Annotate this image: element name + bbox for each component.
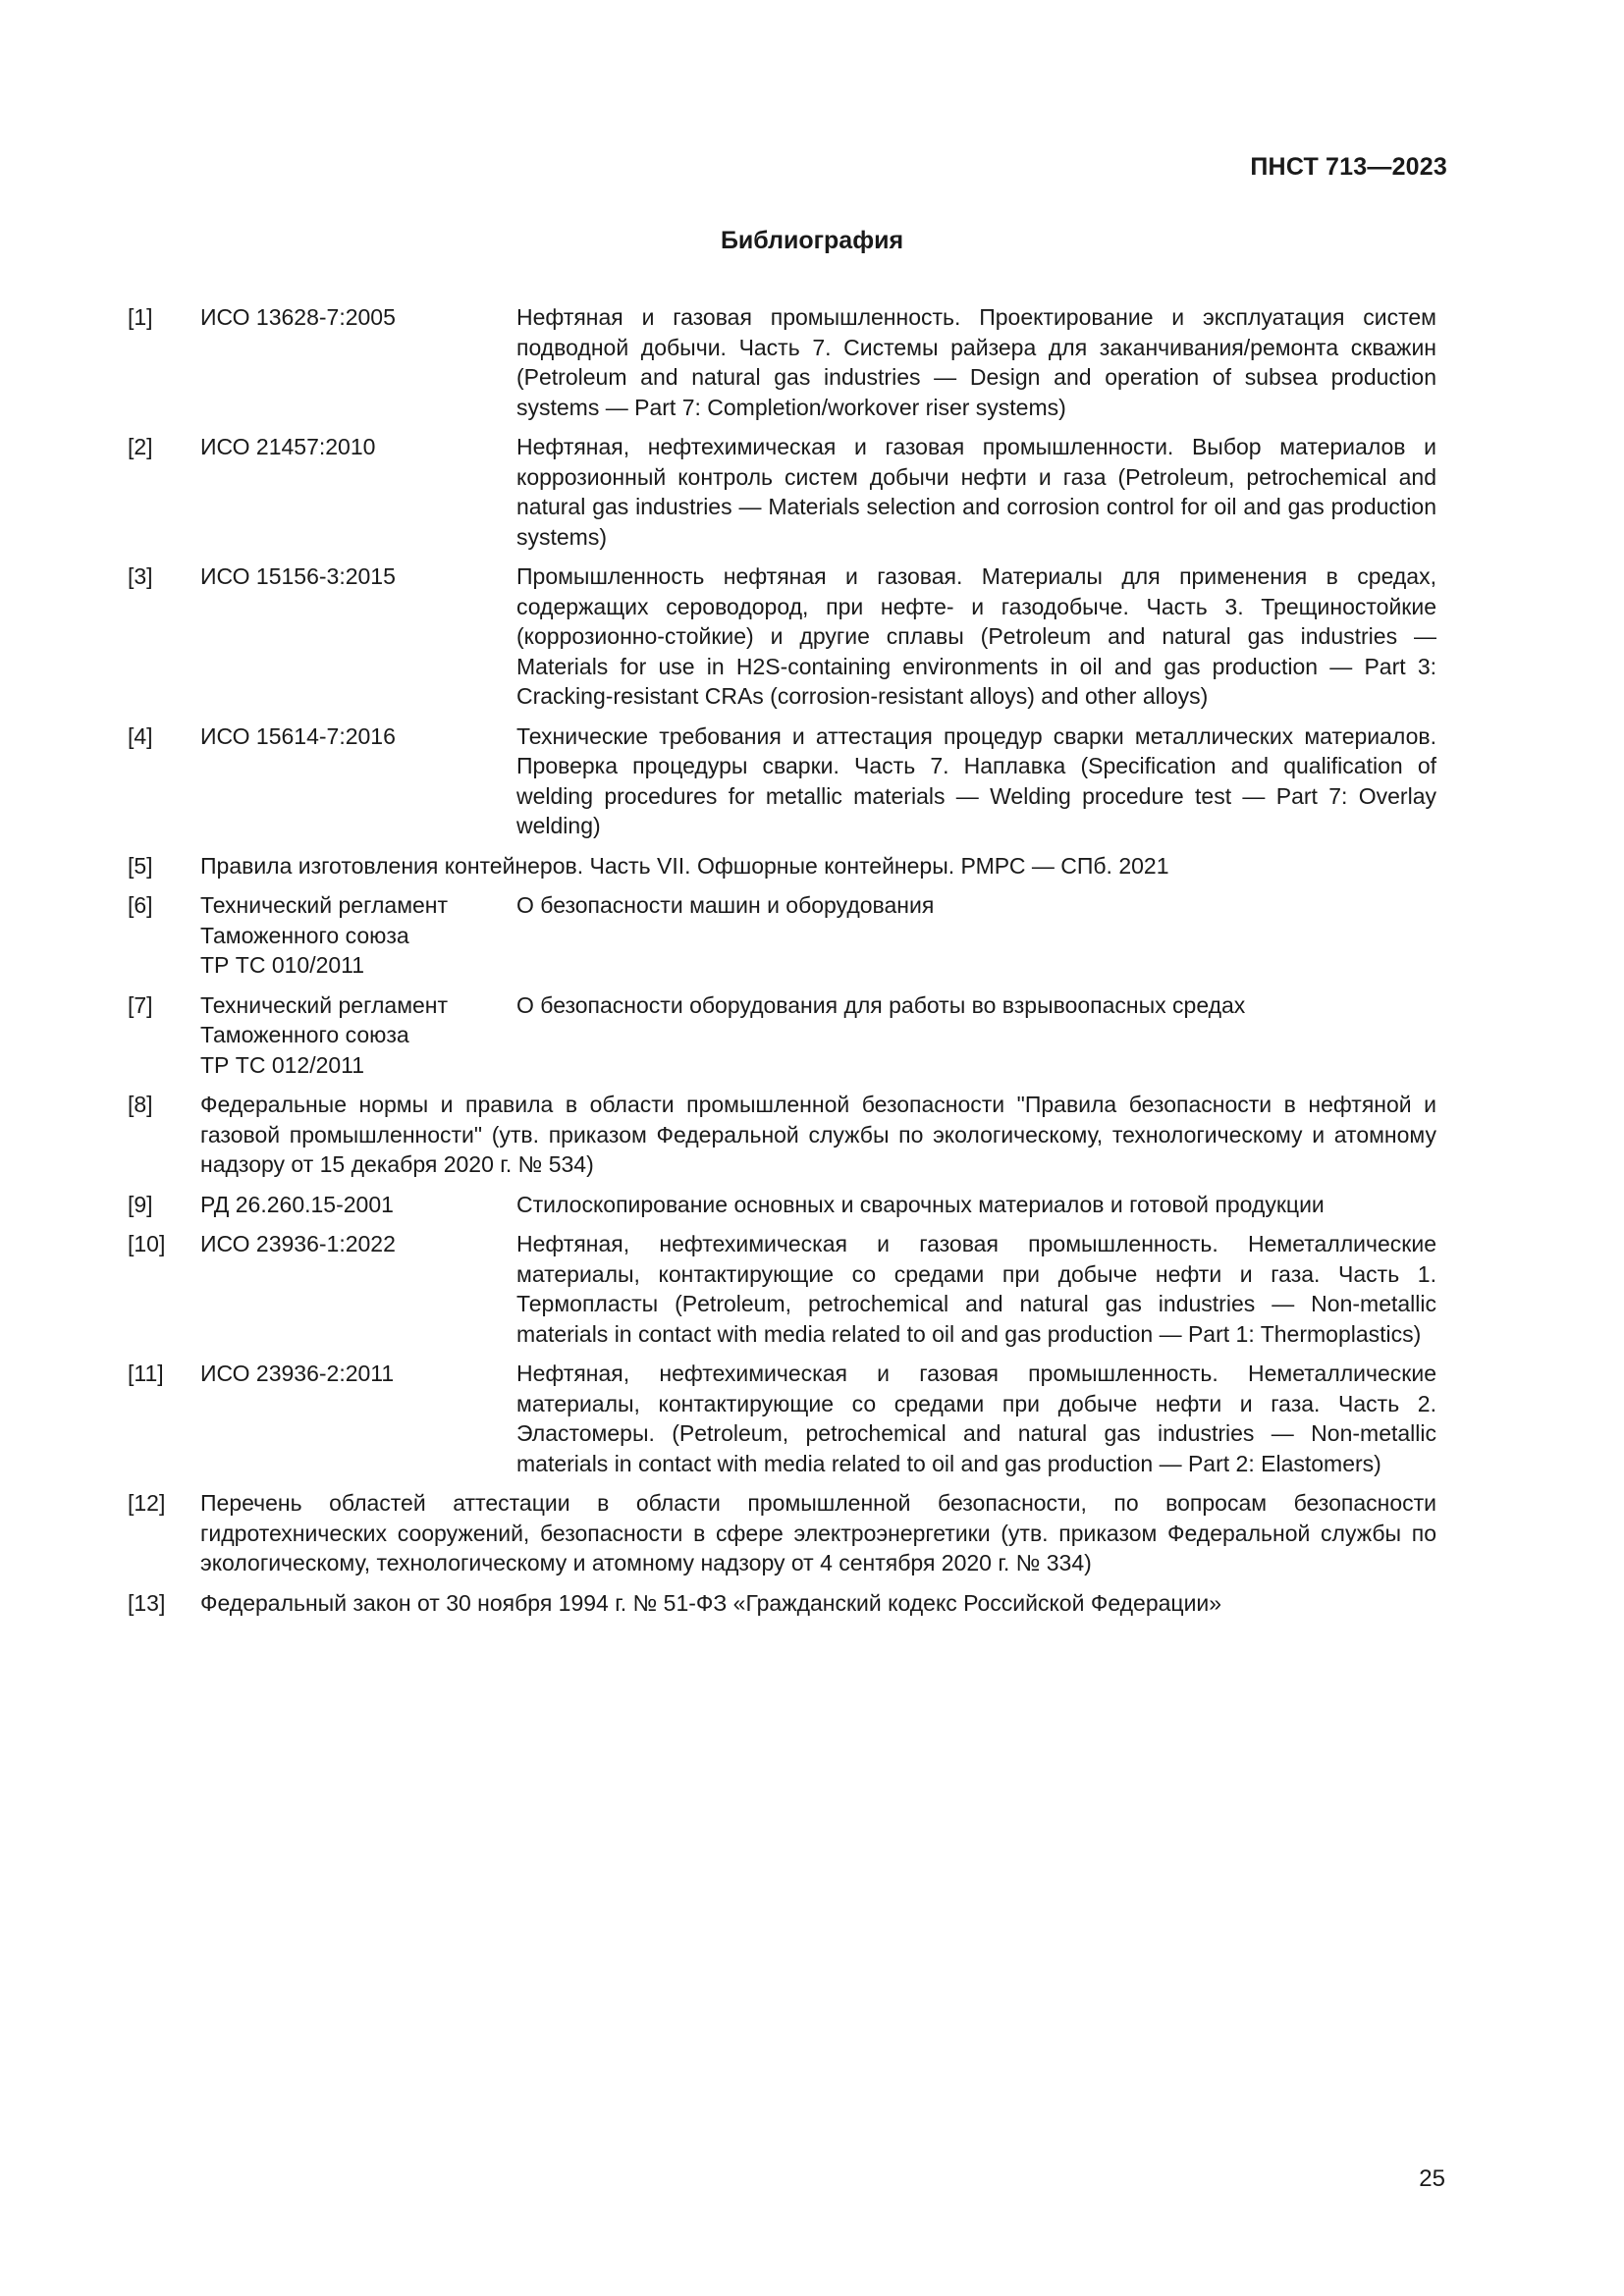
entry-code: ИСО 21457:2010 xyxy=(200,434,376,459)
entry-description: Стилоскопирование основных и сварочных материалов и готовой продукции xyxy=(516,1191,1325,1217)
entry-description: О безопасности оборудования для работы во взрывоопасных средах xyxy=(516,991,1246,1018)
entry-description: Нефтяная, нефтехимическая и газовая промышленность. Неметаллические материалы, контактирующие со средами при добыче нефти и газа. Часть 2. Эластомеры. (Petroleum, petrochemical and natural gas industries — Non-metallic materials in contact with media related to oil and gas production — Part 2: Elastomers) xyxy=(516,1361,1436,1476)
bibliography-entry xyxy=(128,1190,1436,1220)
bibliography-entry xyxy=(128,721,1436,841)
entry-number: [9] xyxy=(128,1191,153,1217)
bibliography-entry xyxy=(128,561,1436,712)
bibliography-entry xyxy=(128,890,1436,981)
bibliography-entry xyxy=(128,1229,1436,1349)
bibliography-entry xyxy=(128,1359,1436,1478)
page-title: Библиография xyxy=(720,227,904,254)
entry-code-line: Технический регламент xyxy=(200,991,449,1018)
entry-number: [8] xyxy=(128,1092,153,1117)
bibliography-entry xyxy=(128,432,1436,552)
entry-code xyxy=(200,990,516,1081)
entry-full-text: Правила изготовления контейнеров. Часть VII. Офшорные контейнеры. РМРС — СПб. 2021 xyxy=(200,852,1169,879)
entry-code-line: ТР ТС 012/2011 xyxy=(200,1051,365,1078)
entry-code-line: Таможенного союза xyxy=(200,1022,409,1047)
bibliography-entry xyxy=(128,1588,1436,1619)
entry-description: Промышленность нефтяная и газовая. Материалы для применения в средах, содержащих сероводород, при нефте- и газодобыче. Часть 3. Трещиностойкие (коррозионно-стойкие) и другие сплавы (Petroleum and natural gas industries — Materials for use in H2S-containing environments in oil and gas production — Part 3: Cracking-resistant CRAs (corrosion-resistant alloys) and other alloys) xyxy=(516,563,1436,709)
entry-number: [3] xyxy=(128,563,153,589)
entry-description: Нефтяная и газовая промышленность. Проектирование и эксплуатация систем подводной добычи. Часть 7. Системы райзера для заканчивания/ремонта скважин (Petroleum and natural gas industries — Design and operation of subsea production systems — Part 7: Completion/workover riser systems) xyxy=(516,304,1436,420)
entry-description: Нефтяная, нефтехимическая и газовая промышленность. Неметаллические материалы, контактирующие со средами при добыче нефти и газа. Часть 1. Термопласты (Petroleum, petrochemical and natural gas industries — Non-metallic materials in contact with media related to oil and gas production — Part 1: Thermoplastics) xyxy=(516,1231,1436,1347)
bibliography-entry xyxy=(128,302,1436,422)
bibliography-entry xyxy=(128,851,1436,881)
entry-number: [5] xyxy=(128,852,153,879)
entry-description: Нефтяная, нефтехимическая и газовая промышленности. Выбор материалов и коррозионный контроль систем добычи нефти и газа (Petroleum, petrochemical and natural gas industries — Materials selection and corrosion control for oil and gas production systems) xyxy=(516,434,1436,550)
bibliography-entry xyxy=(128,1488,1436,1578)
entry-number: [10] xyxy=(128,1231,166,1256)
entry-code: ИСО 13628-7:2005 xyxy=(200,304,396,330)
entry-description: Технические требования и аттестация процедур сварки металлических материалов. Проверка процедуры сварки. Часть 7. Наплавка (Specification and qualification of welding procedures for metallic materials — Welding procedure test — Part 7: Overlay welding) xyxy=(516,722,1436,838)
entry-number: [1] xyxy=(128,304,153,330)
entry-full-text: Перечень областей аттестации в области промышленной безопасности, по вопросам безопасности гидротехнических сооружений, безопасности в сфере электроэнергетики (утв. приказом Федеральной службы по экологическому, технологическому и атомному надзору от 4 сентября 2020 г. № 334) xyxy=(200,1490,1436,1575)
page-number: 25 xyxy=(1419,2165,1445,2192)
entry-number: [12] xyxy=(128,1490,166,1516)
entry-full-text: Федеральный закон от 30 ноября 1994 г. № 51-ФЗ «Гражданский кодекс Российской Федерации» xyxy=(200,1589,1222,1616)
bibliography-entry xyxy=(128,1090,1436,1180)
entry-code: ИСО 15614-7:2016 xyxy=(200,722,396,749)
entry-code: ИСО 15156-3:2015 xyxy=(200,563,396,589)
entry-code-line: Таможенного союза xyxy=(200,922,409,948)
entry-code xyxy=(200,890,516,981)
entry-code: ИСО 23936-2:2011 xyxy=(200,1361,395,1386)
entry-number: [4] xyxy=(128,722,153,749)
entry-code: РД 26.260.15-2001 xyxy=(200,1191,394,1217)
entry-number: [2] xyxy=(128,434,153,459)
bibliography-entry xyxy=(128,990,1436,1081)
entry-full-text: Федеральные нормы и правила в области промышленной безопасности "Правила безопасности в нефтяной и газовой промышленности" (утв. приказом Федеральной службы по экологическому, технологическому и атомному надзору от 15 декабря 2020 г. № 534) xyxy=(200,1092,1436,1177)
entry-description: О безопасности машин и оборудования xyxy=(516,892,935,918)
entry-number: [7] xyxy=(128,991,153,1018)
entry-code-line: Технический регламент xyxy=(200,892,449,918)
entry-number: [6] xyxy=(128,892,153,918)
entry-code: ИСО 23936-1:2022 xyxy=(200,1231,396,1256)
document-code: ПНСТ 713—2023 xyxy=(1250,153,1447,181)
entry-code-line: ТР ТС 010/2011 xyxy=(200,952,365,978)
entry-number: [11] xyxy=(128,1361,164,1386)
bibliography-list xyxy=(128,302,1436,1628)
entry-number: [13] xyxy=(128,1589,166,1616)
